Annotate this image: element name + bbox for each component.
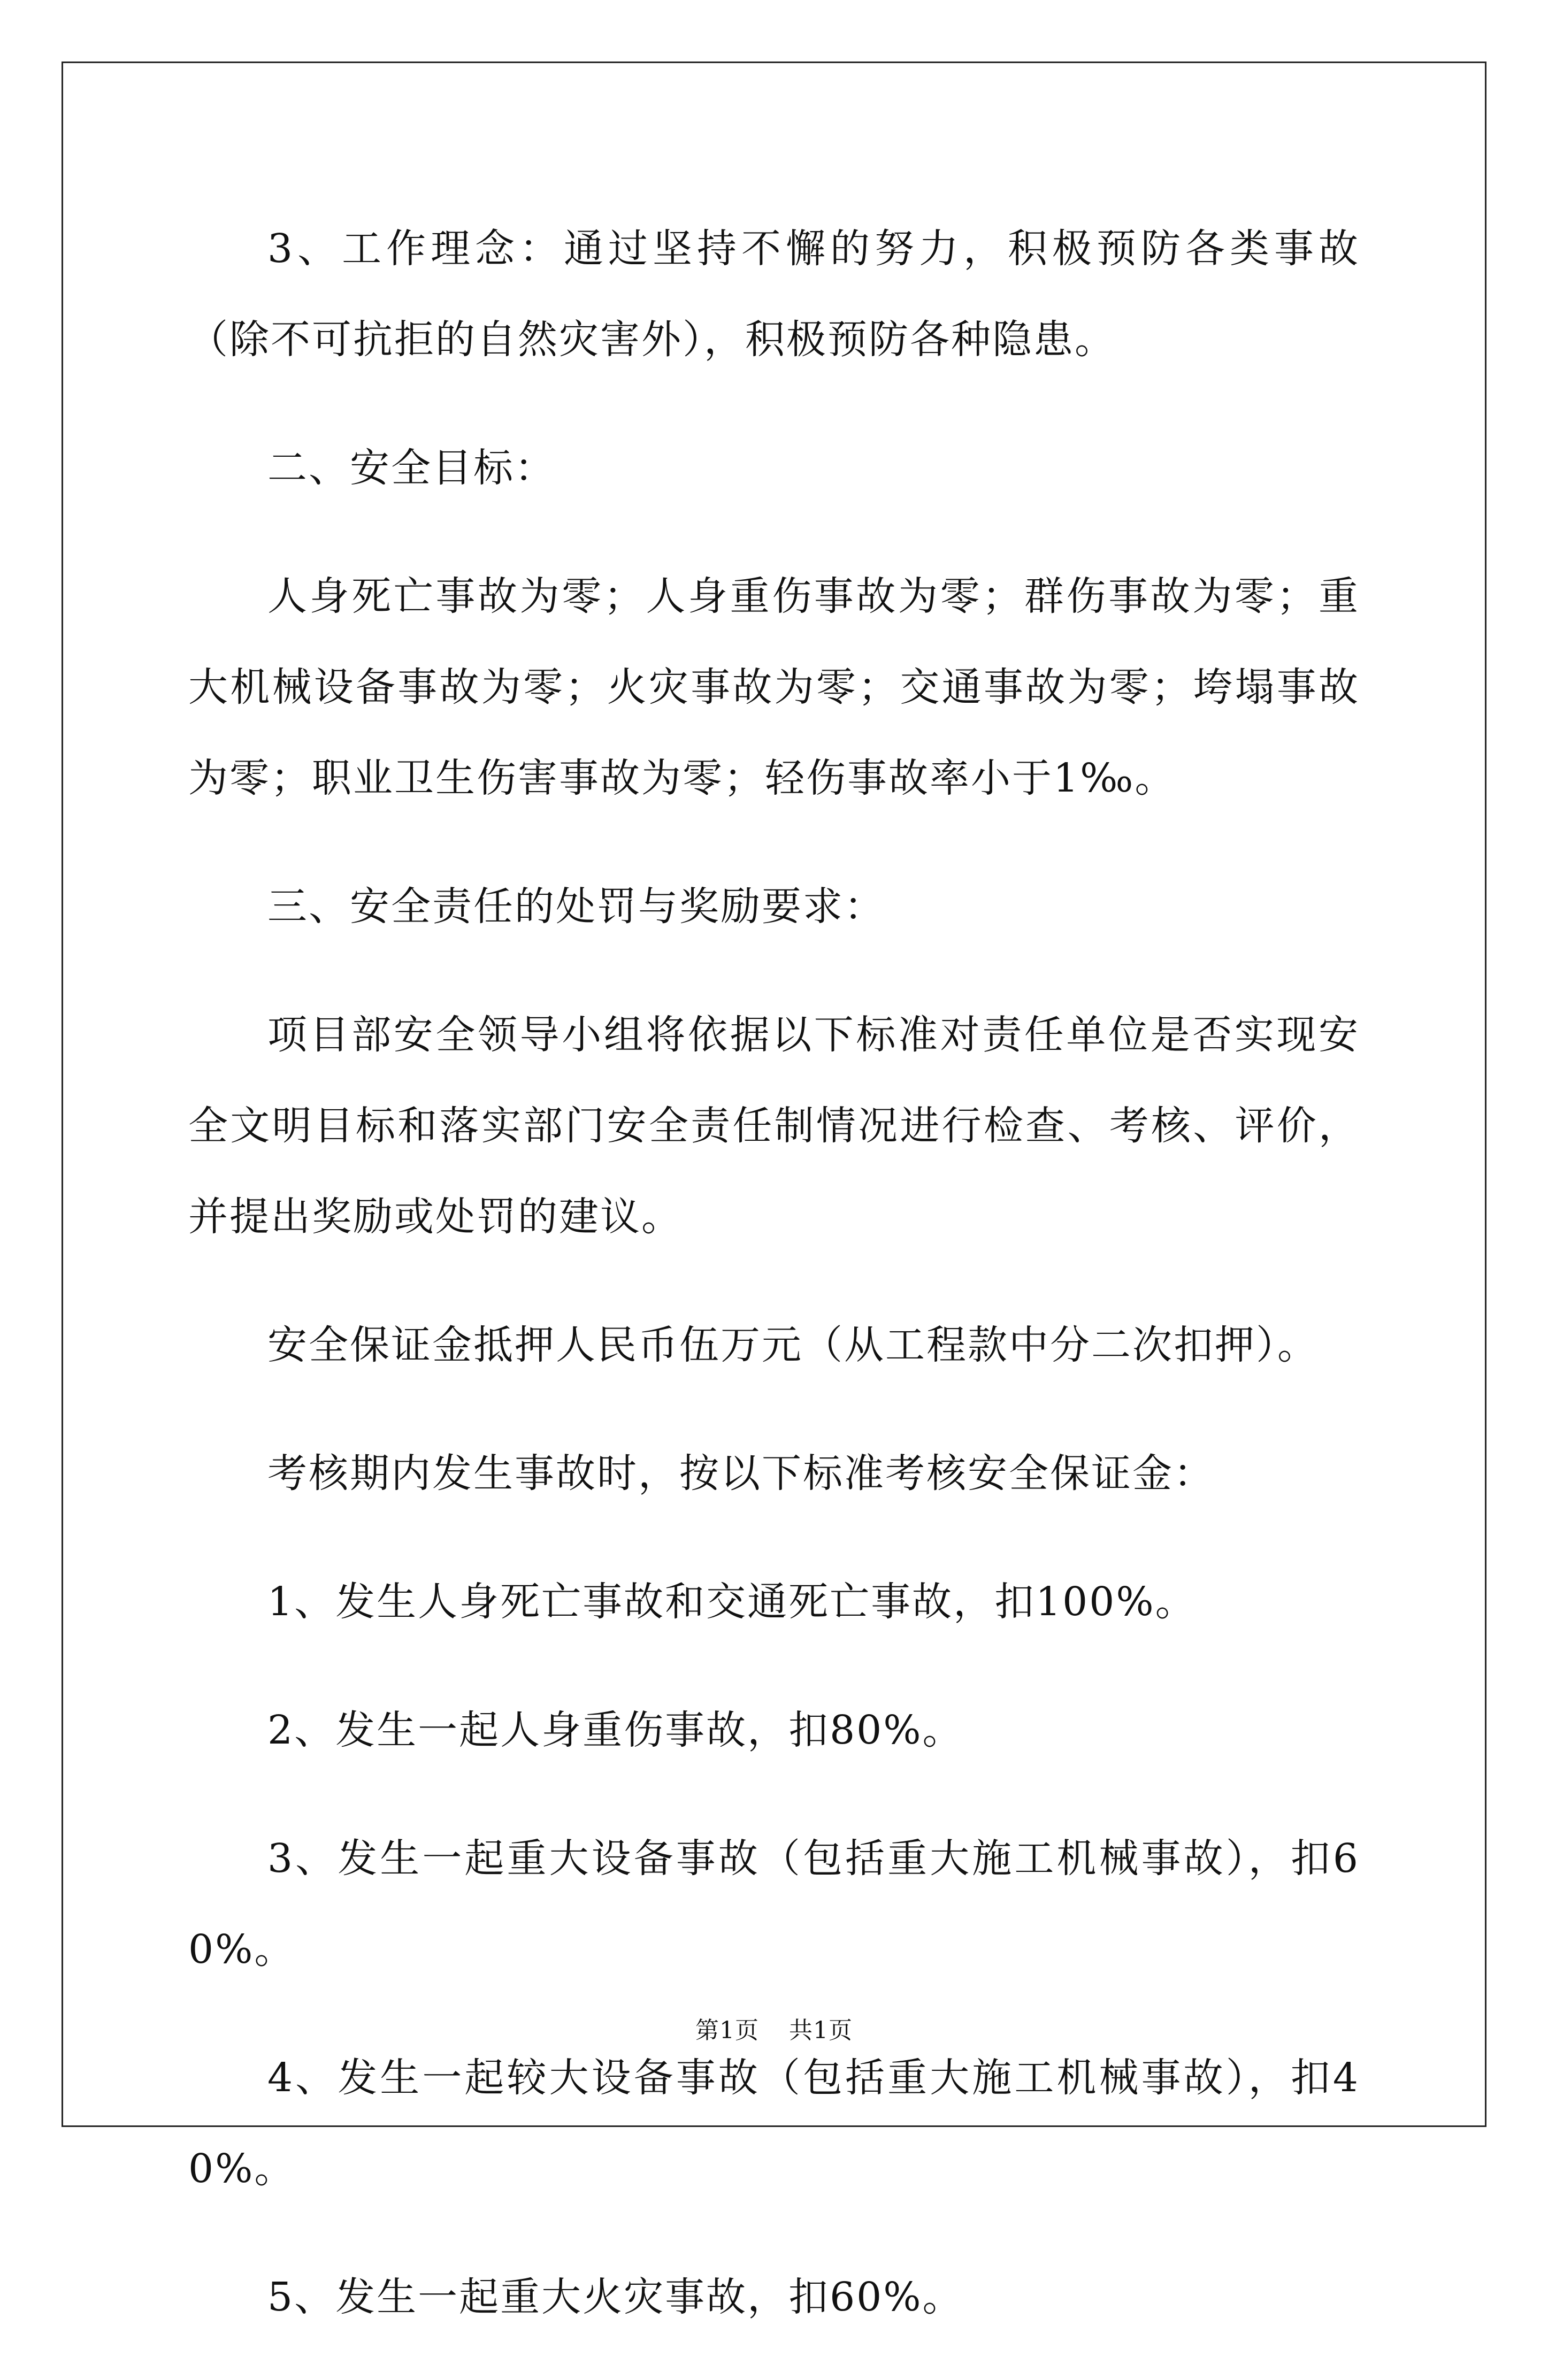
section-heading: 二、安全目标： <box>267 445 556 491</box>
page-total: 共1页 <box>789 2017 853 2044</box>
list-item: 3、发生一起重大设备事故（包括重大施工机械事故），扣60%。 <box>188 1836 1360 1972</box>
list-item: 1、发生人身死亡事故和交通死亡事故，扣100%。 <box>267 1579 1197 1625</box>
list-item: 5、发生一起重大火灾事故，扣60%。 <box>267 2274 964 2320</box>
paragraph: 安全保证金抵押人民币伍万元（从工程款中分二次扣押）。 <box>267 1322 1319 1368</box>
document-body <box>188 203 1360 2380</box>
paragraph: 3、工作理念：通过坚持不懈的努力，积极预防各类事故（除不可抗拒的自然灾害外），积极预防各种隐患。 <box>188 226 1360 363</box>
paragraph: 项目部安全领导小组将依据以下标准对责任单位是否实现安全文明目标和落实部门安全责任制情况进行检查、考核、评价，并提出奖励或处罚的建议。 <box>188 1012 1360 1240</box>
paragraph: 人身死亡事故为零；人身重伤事故为零；群伤事故为零；重大机械设备事故为零；火灾事故为零；交通事故为零；垮塌事故为零；职业卫生伤害事故为零；轻伤事故率小于1‰。 <box>188 573 1360 801</box>
page-footer <box>0 2011 1548 2045</box>
list-item: 2、发生一起人身重伤事故，扣80%。 <box>267 1707 964 1753</box>
paragraph: 考核期内发生事故时，按以下标准考核安全保证金： <box>267 1450 1215 1496</box>
list-item: 4、发生一起较大设备事故（包括重大施工机械事故），扣40%。 <box>188 2055 1360 2192</box>
page-number: 第1页 <box>695 2017 759 2044</box>
section-heading: 三、安全责任的处罚与奖励要求： <box>267 884 885 930</box>
